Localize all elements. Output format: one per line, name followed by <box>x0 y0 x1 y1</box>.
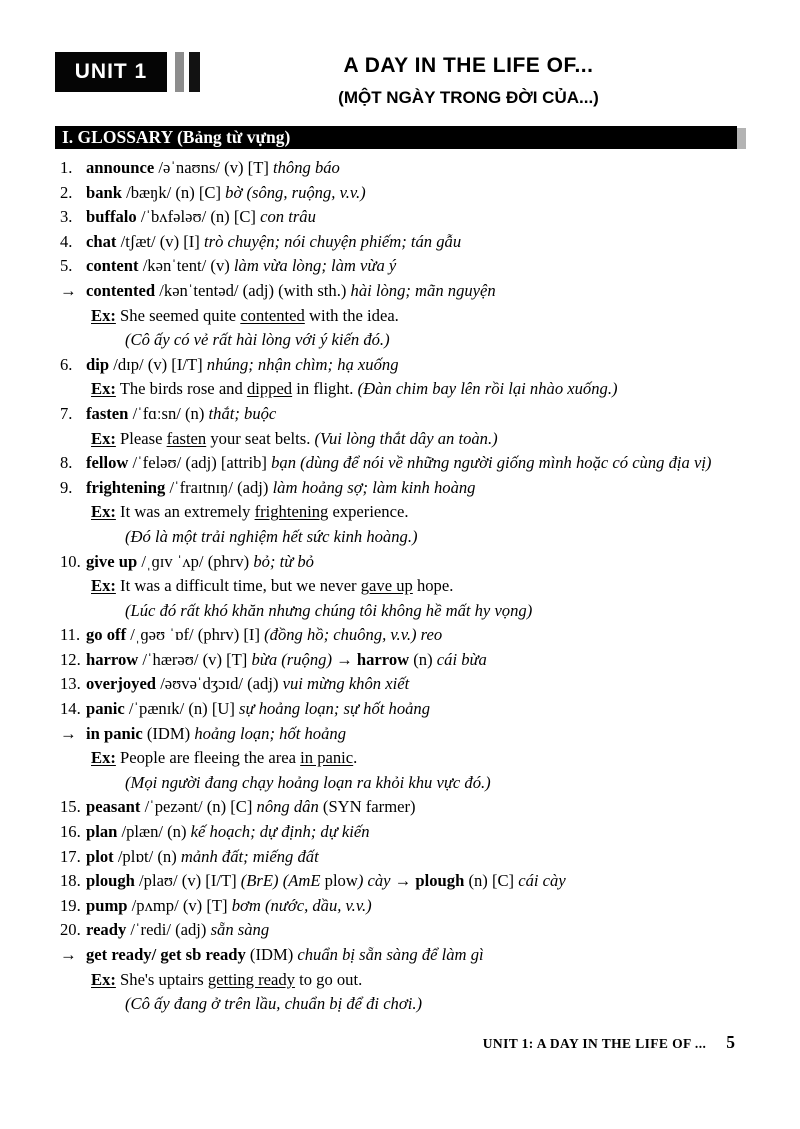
glossary-line-entry <box>55 820 737 845</box>
text-segment: /ˈhærəʊ/ (v) [T] <box>142 649 252 669</box>
text-segment: content <box>86 256 143 276</box>
text-segment: The birds rose and <box>115 379 247 399</box>
text-segment: /ˈfɑːsn/ (n) <box>132 403 209 423</box>
entry-number: 5. <box>60 256 73 276</box>
text-segment: /dɪp/ (v) [I/T] <box>113 354 207 374</box>
line-content <box>86 820 737 845</box>
text-segment: /pʌmp/ (v) [T] <box>131 895 232 915</box>
text-segment: (IDM) <box>146 723 195 743</box>
line-content <box>86 353 737 378</box>
text-segment: overjoyed <box>86 674 161 694</box>
text-segment: /bæŋk/ (n) [C] <box>126 182 226 202</box>
text-segment: Ex: <box>91 576 116 596</box>
text-segment: /ˈbʌfələʊ/ (n) [C] <box>140 207 261 227</box>
line-content <box>86 181 737 206</box>
glossary-line-derived <box>55 279 737 304</box>
line-content <box>86 205 737 230</box>
text-segment: /kənˈtent/ (v) <box>142 256 234 276</box>
line-content <box>91 427 737 452</box>
glossary-line-derived <box>55 943 737 968</box>
text-segment: con trâu <box>260 207 316 227</box>
entry-number: 3. <box>60 207 73 227</box>
text-segment: (n) [C] <box>464 871 519 891</box>
text-segment: panic <box>86 699 129 719</box>
text-segment: /ˈpænɪk/ (n) [U] <box>128 699 240 719</box>
text-segment: plot <box>86 846 118 866</box>
line-content <box>86 230 737 255</box>
glossary-line-entry <box>55 476 737 501</box>
line-content <box>86 869 737 894</box>
text-segment: hài lòng; mãn nguyện <box>350 280 496 300</box>
text-segment: (Mọi người đang chạy hoảng loạn ra khỏi khu vực đó.) <box>125 772 491 792</box>
glossary-line-translation <box>55 771 737 796</box>
text-segment: with the idea. <box>304 305 399 325</box>
text-segment: vui mừng khôn xiết <box>282 674 410 694</box>
text-segment: chat <box>86 231 121 251</box>
text-segment: mảnh đất; miếng đất <box>180 846 319 866</box>
glossary-line-entry <box>55 918 737 943</box>
text-segment: (Lúc đó rất khó khăn nhưng chúng tôi không hề mất hy vọng) <box>125 600 533 620</box>
text-segment: get ready/ get sb ready <box>86 945 250 964</box>
entry-number: 10. <box>60 551 81 571</box>
text-segment: dip <box>86 354 114 374</box>
entry-number: 8. <box>60 453 73 473</box>
unit-badge <box>55 52 167 92</box>
text-segment: /plɒt/ (n) <box>117 846 181 866</box>
decorative-stripe-gray <box>175 52 184 92</box>
line-content <box>86 672 737 697</box>
text-segment: (Cô ấy đang ở trên lầu, chuẩn bị để đi chơi.) <box>125 994 422 1014</box>
footer-running-title: UNIT 1: A DAY IN THE LIFE OF ... <box>482 1035 707 1051</box>
entry-number: 15. <box>60 797 81 817</box>
text-segment: dipped <box>246 379 293 399</box>
text-segment: announce <box>86 158 159 177</box>
text-segment: bạn (dùng để nói về những người giống mình hoặc có cùng địa vị) <box>271 453 712 473</box>
text-segment: to go out. <box>294 969 363 989</box>
line-content <box>125 525 737 550</box>
glossary-line-entry <box>55 353 737 378</box>
text-segment: nhúng; nhận chìm; hạ xuống <box>206 354 399 374</box>
text-segment: buffalo <box>86 207 141 227</box>
glossary-line-entry <box>55 550 737 575</box>
glossary-section-bar <box>55 126 737 149</box>
text-segment: bừa (ruộng) <box>251 649 332 669</box>
line-content <box>86 845 737 870</box>
text-segment: cái cày <box>518 871 566 891</box>
text-segment: plow <box>324 871 358 891</box>
line-content <box>86 476 737 501</box>
text-segment: peasant <box>86 797 145 817</box>
line-content <box>86 943 737 968</box>
entry-number: 12. <box>60 649 81 669</box>
line-content <box>86 402 737 427</box>
text-segment: cái bừa <box>436 649 487 669</box>
text-segment: nông dân <box>256 797 319 817</box>
text-segment: contented <box>240 305 305 325</box>
entry-number: 19. <box>60 895 81 915</box>
line-content <box>86 623 737 648</box>
glossary-line-entry <box>55 230 737 255</box>
text-segment: It was a difficult time, but we never <box>115 576 361 596</box>
text-segment: getting ready <box>207 969 295 989</box>
text-segment: (n) <box>409 649 437 669</box>
glossary-line-entry <box>55 869 737 894</box>
text-segment: /ˌɡəʊ ˈɒf/ (phrv) [I] <box>130 625 265 645</box>
text-segment: /ˌɡɪv ˈʌp/ (phrv) <box>141 551 254 571</box>
glossary-line-translation <box>55 599 737 624</box>
glossary-line-example <box>55 574 737 599</box>
entry-number: 11. <box>60 625 81 645</box>
text-segment: /əˈnaʊns/ (v) [T] <box>158 158 274 177</box>
line-content <box>91 500 737 525</box>
glossary-line-example <box>55 968 737 993</box>
glossary-line-entry <box>55 623 737 648</box>
arrow-marker: → <box>60 280 77 300</box>
glossary-line-entry <box>55 894 737 919</box>
decorative-stripe-black <box>189 52 200 92</box>
text-segment: /ˈpezənt/ (n) [C] <box>144 797 257 817</box>
entry-number: 17. <box>60 846 81 866</box>
text-segment: ready <box>86 920 131 940</box>
text-segment: /kənˈtentəd/ (adj) (with sth.) <box>159 280 351 300</box>
line-content <box>125 992 737 1017</box>
text-segment: Ex: <box>91 748 116 768</box>
glossary-line-entry <box>55 795 737 820</box>
text-segment: trò chuyện; nói chuyện phiếm; tán gẫu <box>204 231 462 251</box>
text-segment: thắt; buộc <box>208 403 277 423</box>
text-segment: People are fleeing the area <box>115 748 301 768</box>
text-segment: bỏ; từ bỏ <box>253 551 314 571</box>
text-segment: (BrE) (AmE <box>240 871 325 891</box>
text-segment: /ˈredi/ (adj) <box>130 920 211 940</box>
text-segment: Ex: <box>91 969 116 989</box>
entry-number: 13. <box>60 674 81 694</box>
page-footer <box>55 1032 737 1053</box>
glossary-line-translation <box>55 992 737 1017</box>
line-content <box>86 550 737 575</box>
glossary-line-translation <box>55 328 737 353</box>
text-segment: /əʊvəˈdʒɔɪd/ (adj) <box>160 674 283 694</box>
text-segment: /ˈfeləʊ/ (adj) [attrib] <box>132 453 272 473</box>
line-content <box>86 156 737 181</box>
glossary-line-entry <box>55 697 737 722</box>
entry-number: 16. <box>60 822 81 842</box>
line-content <box>125 599 737 624</box>
text-segment: (Vui lòng thắt dây an toàn.) <box>314 428 498 448</box>
unit-title: A DAY IN THE LIFE OF... <box>343 54 594 77</box>
text-segment: (Cô ấy có vẻ rất hài lòng với ý kiến đó.) <box>125 330 390 350</box>
glossary-line-entry <box>55 156 737 181</box>
text-segment: plough <box>415 871 465 891</box>
line-content <box>86 254 737 279</box>
line-content <box>91 377 737 402</box>
unit-header <box>55 52 737 107</box>
entry-number: 6. <box>60 354 73 374</box>
text-segment: bank <box>86 182 127 202</box>
glossary-line-example <box>55 746 737 771</box>
text-segment: plan <box>86 822 122 842</box>
arrow-marker: → <box>60 723 77 743</box>
section-bar-shadow <box>737 128 746 149</box>
text-segment: (SYN farmer) <box>318 797 416 817</box>
text-segment: kế hoạch; dự định; dự kiến <box>190 822 370 842</box>
text-segment: contented <box>86 280 160 300</box>
glossary-line-derived <box>55 722 737 747</box>
text-segment: chuẩn bị sẵn sàng để làm gì <box>297 945 484 964</box>
text-segment: Please <box>115 428 167 448</box>
glossary-line-entry <box>55 845 737 870</box>
text-segment: fellow <box>86 453 133 473</box>
text-segment: pump <box>86 895 132 915</box>
unit-label: UNIT 1 <box>74 60 148 83</box>
text-segment: fasten <box>166 428 207 448</box>
line-content <box>125 771 737 796</box>
line-content <box>86 451 737 476</box>
arrow-marker: → <box>60 945 77 964</box>
text-segment: thông báo <box>273 158 340 177</box>
text-segment: frightening <box>86 477 170 497</box>
text-segment: bơm (nước, dầu, v.v.) <box>231 895 372 915</box>
text-segment: She seemed quite <box>115 305 241 325</box>
entry-number: 4. <box>60 231 73 251</box>
text-segment: experience. <box>328 502 409 522</box>
entry-number: 7. <box>60 403 73 423</box>
text-segment: bờ (sông, ruộng, v.v.) <box>225 182 366 202</box>
text-segment: /plæn/ (n) <box>121 822 191 842</box>
glossary-line-entry <box>55 181 737 206</box>
line-content <box>91 968 737 993</box>
text-segment: in panic <box>86 723 147 743</box>
text-segment: harrow <box>356 649 410 669</box>
text-segment: sự hoảng loạn; sự hốt hoảng <box>239 699 431 719</box>
text-segment: harrow <box>86 649 143 669</box>
glossary-line-example <box>55 304 737 329</box>
glossary-line-entry <box>55 672 737 697</box>
text-segment: → <box>390 871 416 891</box>
text-segment: Ex: <box>91 305 116 325</box>
text-segment: fasten <box>86 403 133 423</box>
line-content <box>86 697 737 722</box>
page-number: 5 <box>726 1031 735 1052</box>
text-segment: (Đàn chim bay lên rồi lại nhào xuống.) <box>357 379 618 399</box>
line-content <box>91 574 737 599</box>
line-content <box>86 648 737 673</box>
glossary-line-entry <box>55 451 737 476</box>
text-segment: /plaʊ/ (v) [I/T] <box>139 871 241 891</box>
text-segment: hoảng loạn; hốt hoảng <box>194 723 346 743</box>
text-segment: give up <box>86 551 142 571</box>
entry-number: 2. <box>60 182 73 202</box>
text-segment: in panic <box>300 748 354 768</box>
text-segment: làm hoảng sợ; làm kinh hoàng <box>272 477 476 497</box>
line-content <box>86 795 737 820</box>
text-segment: ) cày <box>357 871 391 891</box>
text-segment: . <box>353 748 358 768</box>
line-content <box>86 279 737 304</box>
title-block <box>200 52 737 107</box>
line-content <box>91 304 737 329</box>
glossary-line-example <box>55 377 737 402</box>
entry-number: 1. <box>60 158 73 177</box>
text-segment: frightening <box>254 502 329 522</box>
entry-number: 20. <box>60 920 81 940</box>
text-segment: làm vừa lòng; làm vừa ý <box>233 256 397 276</box>
text-segment: /tʃæt/ (v) [I] <box>120 231 204 251</box>
glossary-line-translation <box>55 525 737 550</box>
text-segment: sẵn sàng <box>210 920 270 940</box>
text-segment: Ex: <box>91 379 116 399</box>
entry-number: 18. <box>60 871 81 891</box>
entry-number: 14. <box>60 699 81 719</box>
glossary-line-entry <box>55 205 737 230</box>
line-content <box>86 894 737 919</box>
text-segment: gave up <box>360 576 413 596</box>
text-segment: Ex: <box>91 428 116 448</box>
text-segment: /ˈfraɪtnɪŋ/ (adj) <box>169 477 273 497</box>
text-segment: go off <box>86 625 131 645</box>
text-segment: your seat belts. <box>206 428 315 448</box>
unit-subtitle: (MỘT NGÀY TRONG ĐỜI CỦA...) <box>338 88 599 107</box>
glossary-line-entry <box>55 402 737 427</box>
text-segment: plough <box>86 871 140 891</box>
glossary-line-example <box>55 500 737 525</box>
text-segment: Ex: <box>91 502 116 522</box>
line-content <box>86 722 737 747</box>
text-segment: in flight. <box>292 379 358 399</box>
glossary-line-entry <box>55 254 737 279</box>
section-heading-text: I. GLOSSARY (Bảng từ vựng) <box>62 127 291 147</box>
text-segment: It was an extremely <box>115 502 255 522</box>
text-segment: → <box>331 649 357 669</box>
entry-number: 9. <box>60 477 73 497</box>
glossary-list <box>55 156 737 1017</box>
text-segment: (đồng hồ; chuông, v.v.) reo <box>264 625 443 645</box>
text-segment: hope. <box>412 576 454 596</box>
glossary-line-entry <box>55 648 737 673</box>
line-content <box>86 918 737 943</box>
line-content <box>91 746 737 771</box>
text-segment: (IDM) <box>249 945 298 964</box>
text-segment: She's uptairs <box>115 969 208 989</box>
glossary-line-example <box>55 427 737 452</box>
text-segment: (Đó là một trải nghiệm hết sức kinh hoàng.) <box>125 526 418 546</box>
line-content <box>125 328 737 353</box>
